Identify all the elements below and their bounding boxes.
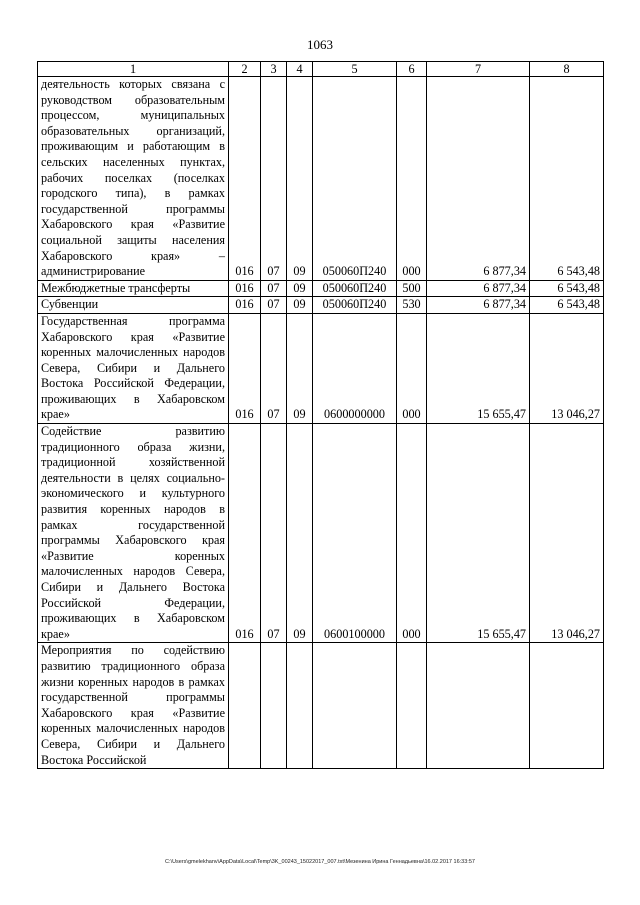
- row-code-6: 500: [397, 280, 427, 297]
- row-code-2: 016: [229, 313, 261, 423]
- column-header: 1: [38, 62, 229, 77]
- row-code-3: 07: [261, 280, 287, 297]
- row-code-2: 016: [229, 297, 261, 314]
- column-header: 4: [287, 62, 313, 77]
- row-amount-7: 15 655,47: [427, 424, 530, 643]
- row-code-6: 000: [397, 77, 427, 281]
- row-name: Государственная программа Хабаровского края «Развитие коренных малочисленных народов Севера, Сибири и Дальнего Востока Российской Федерации, проживающих в Хабаровском крае»: [38, 313, 229, 423]
- row-amount-7: 6 877,34: [427, 77, 530, 281]
- row-code-2: 016: [229, 77, 261, 281]
- table-row: [38, 77, 604, 281]
- column-header: 5: [313, 62, 397, 77]
- row-code-3: 07: [261, 297, 287, 314]
- page-number: 1063: [307, 37, 333, 52]
- row-code-6: [397, 643, 427, 769]
- row-name: Межбюджетные трансферты: [38, 280, 229, 297]
- row-amount-8: 13 046,27: [530, 424, 604, 643]
- row-amount-8: 6 543,48: [530, 280, 604, 297]
- row-amount-8: 6 543,48: [530, 77, 604, 281]
- row-code-4: 09: [287, 424, 313, 643]
- table-row: [38, 313, 604, 423]
- budget-table: [37, 61, 604, 769]
- row-amount-7: [427, 643, 530, 769]
- row-amount-8: 13 046,27: [530, 313, 604, 423]
- file-path-footer: C:\Users\gmelekhanv\AppData\Local\Temp\3K_00243_15022017_007.txt\Мезенина Ирина Геннадьевна\16.02.2017 16:33:57: [165, 859, 475, 865]
- row-code-3: 07: [261, 424, 287, 643]
- column-header: 8: [530, 62, 604, 77]
- row-amount-7: 15 655,47: [427, 313, 530, 423]
- row-name: Мероприятия по содействию развитию традиционного образа жизни коренных народов в рамках государственной программы Хабаровского края «Развитие коренных малочисленных народов Севера, Сибири и Дальнего Востока Российской: [38, 643, 229, 769]
- row-code-5: 050060П240: [313, 280, 397, 297]
- table-row: [38, 280, 604, 297]
- row-code-3: 07: [261, 313, 287, 423]
- row-name: Субвенции: [38, 297, 229, 314]
- row-code-5: 050060П240: [313, 77, 397, 281]
- row-amount-8: 6 543,48: [530, 297, 604, 314]
- row-name: деятельность которых связана с руководством образовательным процессом, муниципальных образовательных организаций, проживающим и работающим в сельских населенных пунктах, рабочих поселках (поселках городского типа), в рамках государственной программы Хабаровского края «Развитие социальной защиты населения Хабаровского края» – администрирование: [38, 77, 229, 281]
- row-name: Содействие развитию традиционного образа жизни, традиционной хозяйственной деятельности в целях социально-экономического и культурного развития коренных народов в рамках государственной программы Хабаровского края «Развитие коренных малочисленных народов Севера, Сибири и Дальнего Востока Российской Федерации, проживающих в Хабаровском крае»: [38, 424, 229, 643]
- column-header: 7: [427, 62, 530, 77]
- table-row: [38, 297, 604, 314]
- row-code-2: [229, 643, 261, 769]
- row-amount-8: [530, 643, 604, 769]
- row-code-5: 0600100000: [313, 424, 397, 643]
- row-code-6: 000: [397, 424, 427, 643]
- table-row: [38, 643, 604, 769]
- row-code-4: [287, 643, 313, 769]
- row-code-6: 000: [397, 313, 427, 423]
- row-code-5: [313, 643, 397, 769]
- row-code-3: 07: [261, 77, 287, 281]
- row-code-4: 09: [287, 77, 313, 281]
- row-code-3: [261, 643, 287, 769]
- row-code-4: 09: [287, 280, 313, 297]
- row-code-4: 09: [287, 297, 313, 314]
- column-header: 2: [229, 62, 261, 77]
- row-code-2: 016: [229, 424, 261, 643]
- row-code-5: 050060П240: [313, 297, 397, 314]
- table-header-row: [38, 62, 604, 77]
- row-amount-7: 6 877,34: [427, 280, 530, 297]
- row-amount-7: 6 877,34: [427, 297, 530, 314]
- column-header: 3: [261, 62, 287, 77]
- table-row: [38, 424, 604, 643]
- row-code-4: 09: [287, 313, 313, 423]
- row-code-5: 0600000000: [313, 313, 397, 423]
- column-header: 6: [397, 62, 427, 77]
- row-code-2: 016: [229, 280, 261, 297]
- row-code-6: 530: [397, 297, 427, 314]
